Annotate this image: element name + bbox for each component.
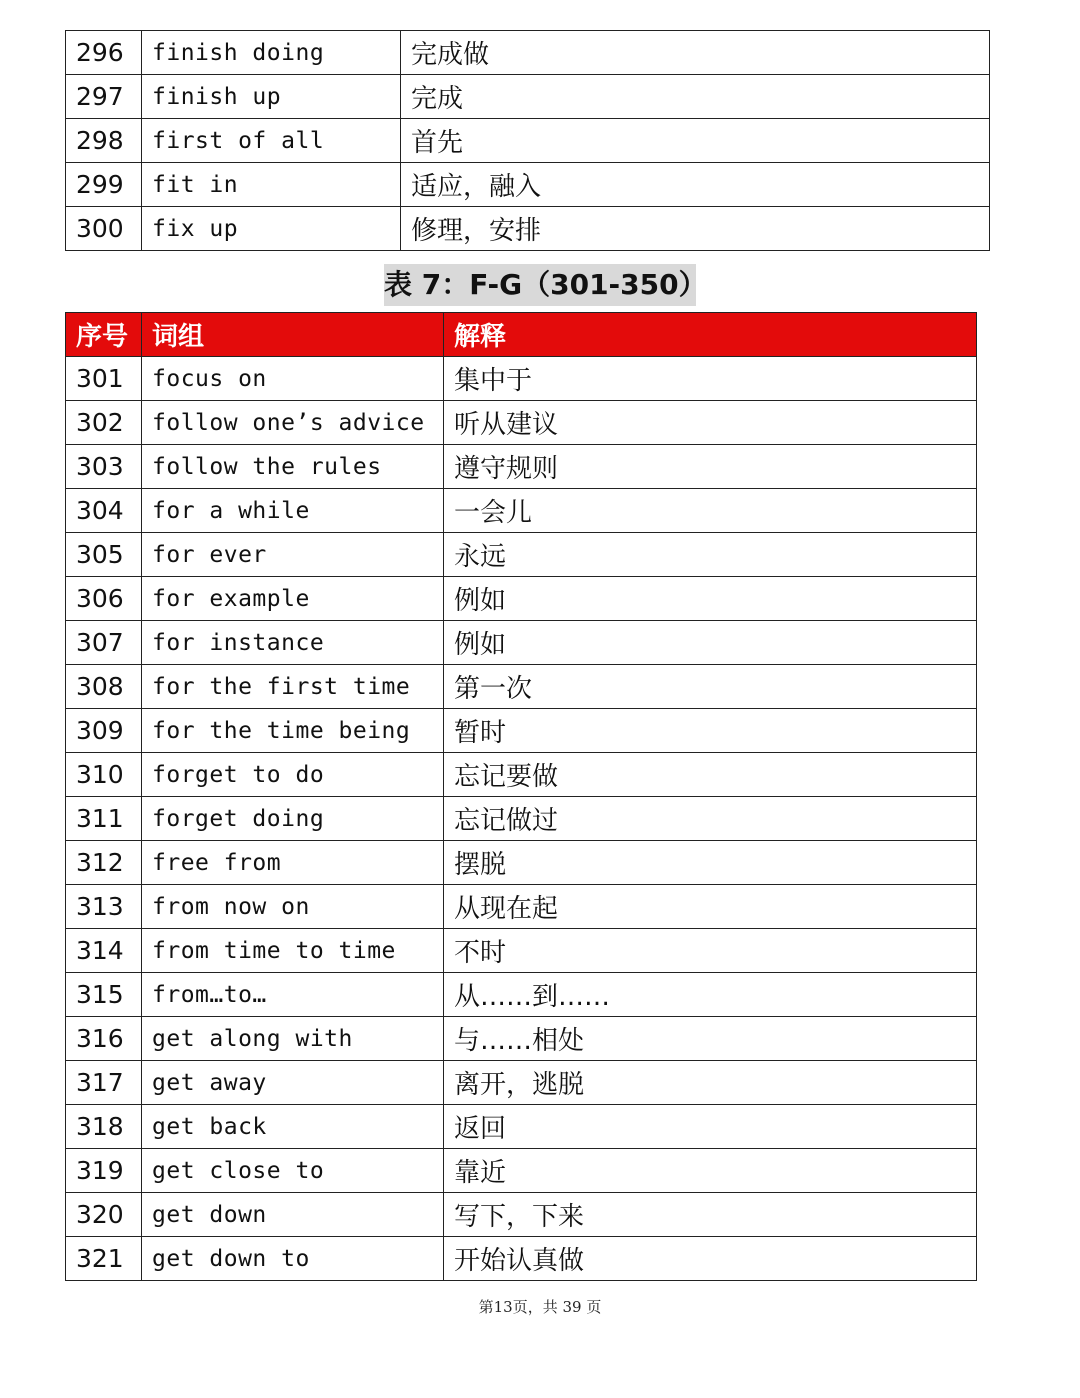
row-meaning: 靠近 [444, 1149, 977, 1193]
row-phrase: for the first time [142, 665, 444, 709]
row-phrase: from now on [142, 885, 444, 929]
row-phrase: first of all [142, 119, 401, 163]
row-meaning: 例如 [444, 621, 977, 665]
table-row [66, 753, 977, 797]
phrase-table-f-g [65, 312, 977, 1281]
row-phrase: get away [142, 1061, 444, 1105]
row-meaning: 完成做 [401, 31, 990, 75]
row-meaning: 暂时 [444, 709, 977, 753]
row-number: 301 [66, 357, 142, 401]
row-phrase: get down [142, 1193, 444, 1237]
row-number: 298 [66, 119, 142, 163]
row-meaning: 适应，融入 [401, 163, 990, 207]
row-phrase: for the time being [142, 709, 444, 753]
phrase-table-continued [65, 30, 990, 251]
table-row [66, 709, 977, 753]
row-meaning: 从……到…… [444, 973, 977, 1017]
row-meaning: 修理，安排 [401, 207, 990, 251]
table-row [66, 885, 977, 929]
row-number: 315 [66, 973, 142, 1017]
table-row [66, 973, 977, 1017]
row-number: 321 [66, 1237, 142, 1281]
table-row [66, 797, 977, 841]
row-meaning: 开始认真做 [444, 1237, 977, 1281]
row-phrase: follow the rules [142, 445, 444, 489]
row-meaning: 一会儿 [444, 489, 977, 533]
table-row [66, 577, 977, 621]
header-number: 序号 [66, 313, 142, 357]
table-row [66, 533, 977, 577]
row-meaning: 返回 [444, 1105, 977, 1149]
table-row [66, 1149, 977, 1193]
top-table-body [66, 31, 990, 251]
table-row [66, 1193, 977, 1237]
header-meaning: 解释 [444, 313, 977, 357]
row-number: 308 [66, 665, 142, 709]
table-row [66, 929, 977, 973]
row-meaning: 例如 [444, 577, 977, 621]
table-row [66, 1017, 977, 1061]
main-table-body [66, 357, 977, 1281]
table-row [66, 665, 977, 709]
row-meaning: 摆脱 [444, 841, 977, 885]
row-meaning: 首先 [401, 119, 990, 163]
row-number: 303 [66, 445, 142, 489]
header-phrase: 词组 [142, 313, 444, 357]
row-number: 307 [66, 621, 142, 665]
row-meaning: 集中于 [444, 357, 977, 401]
row-phrase: get back [142, 1105, 444, 1149]
row-phrase: for example [142, 577, 444, 621]
row-phrase: get close to [142, 1149, 444, 1193]
row-meaning: 写下，下来 [444, 1193, 977, 1237]
row-number: 312 [66, 841, 142, 885]
row-phrase: fix up [142, 207, 401, 251]
row-number: 299 [66, 163, 142, 207]
row-phrase: free from [142, 841, 444, 885]
row-number: 305 [66, 533, 142, 577]
row-number: 300 [66, 207, 142, 251]
row-meaning: 听从建议 [444, 401, 977, 445]
table-row [66, 401, 977, 445]
row-meaning: 与……相处 [444, 1017, 977, 1061]
row-phrase: for a while [142, 489, 444, 533]
row-number: 296 [66, 31, 142, 75]
table-row [66, 357, 977, 401]
row-phrase: from time to time [142, 929, 444, 973]
row-phrase: follow one’s advice [142, 401, 444, 445]
row-phrase: for ever [142, 533, 444, 577]
row-number: 309 [66, 709, 142, 753]
page-footer: 第13页，共 39 页 [478, 1298, 602, 1316]
row-number: 318 [66, 1105, 142, 1149]
row-meaning: 忘记要做 [444, 753, 977, 797]
table-row [66, 1105, 977, 1149]
table-row [66, 119, 990, 163]
row-number: 304 [66, 489, 142, 533]
row-number: 317 [66, 1061, 142, 1105]
row-phrase: get down to [142, 1237, 444, 1281]
row-phrase: fit in [142, 163, 401, 207]
row-number: 310 [66, 753, 142, 797]
row-meaning: 从现在起 [444, 885, 977, 929]
row-meaning: 不时 [444, 929, 977, 973]
table-row [66, 445, 977, 489]
row-number: 316 [66, 1017, 142, 1061]
row-number: 302 [66, 401, 142, 445]
row-phrase: forget doing [142, 797, 444, 841]
table-row [66, 841, 977, 885]
table-row [66, 75, 990, 119]
row-number: 311 [66, 797, 142, 841]
row-number: 320 [66, 1193, 142, 1237]
table-header-row [66, 313, 977, 357]
row-phrase: finish doing [142, 31, 401, 75]
table-row [66, 163, 990, 207]
row-meaning: 第一次 [444, 665, 977, 709]
table-row [66, 489, 977, 533]
table-row [66, 1237, 977, 1281]
row-meaning: 永远 [444, 533, 977, 577]
table-row [66, 621, 977, 665]
row-number: 313 [66, 885, 142, 929]
table-row [66, 31, 990, 75]
row-number: 297 [66, 75, 142, 119]
row-meaning: 离开，逃脱 [444, 1061, 977, 1105]
row-meaning: 忘记做过 [444, 797, 977, 841]
row-meaning: 完成 [401, 75, 990, 119]
row-phrase: forget to do [142, 753, 444, 797]
row-meaning: 遵守规则 [444, 445, 977, 489]
table-title: 表 7：F-G（301-350） [384, 264, 696, 306]
row-phrase: get along with [142, 1017, 444, 1061]
row-number: 319 [66, 1149, 142, 1193]
row-phrase: focus on [142, 357, 444, 401]
row-number: 306 [66, 577, 142, 621]
row-number: 314 [66, 929, 142, 973]
table-row [66, 207, 990, 251]
row-phrase: finish up [142, 75, 401, 119]
row-phrase: for instance [142, 621, 444, 665]
row-phrase: from…to… [142, 973, 444, 1017]
table-row [66, 1061, 977, 1105]
